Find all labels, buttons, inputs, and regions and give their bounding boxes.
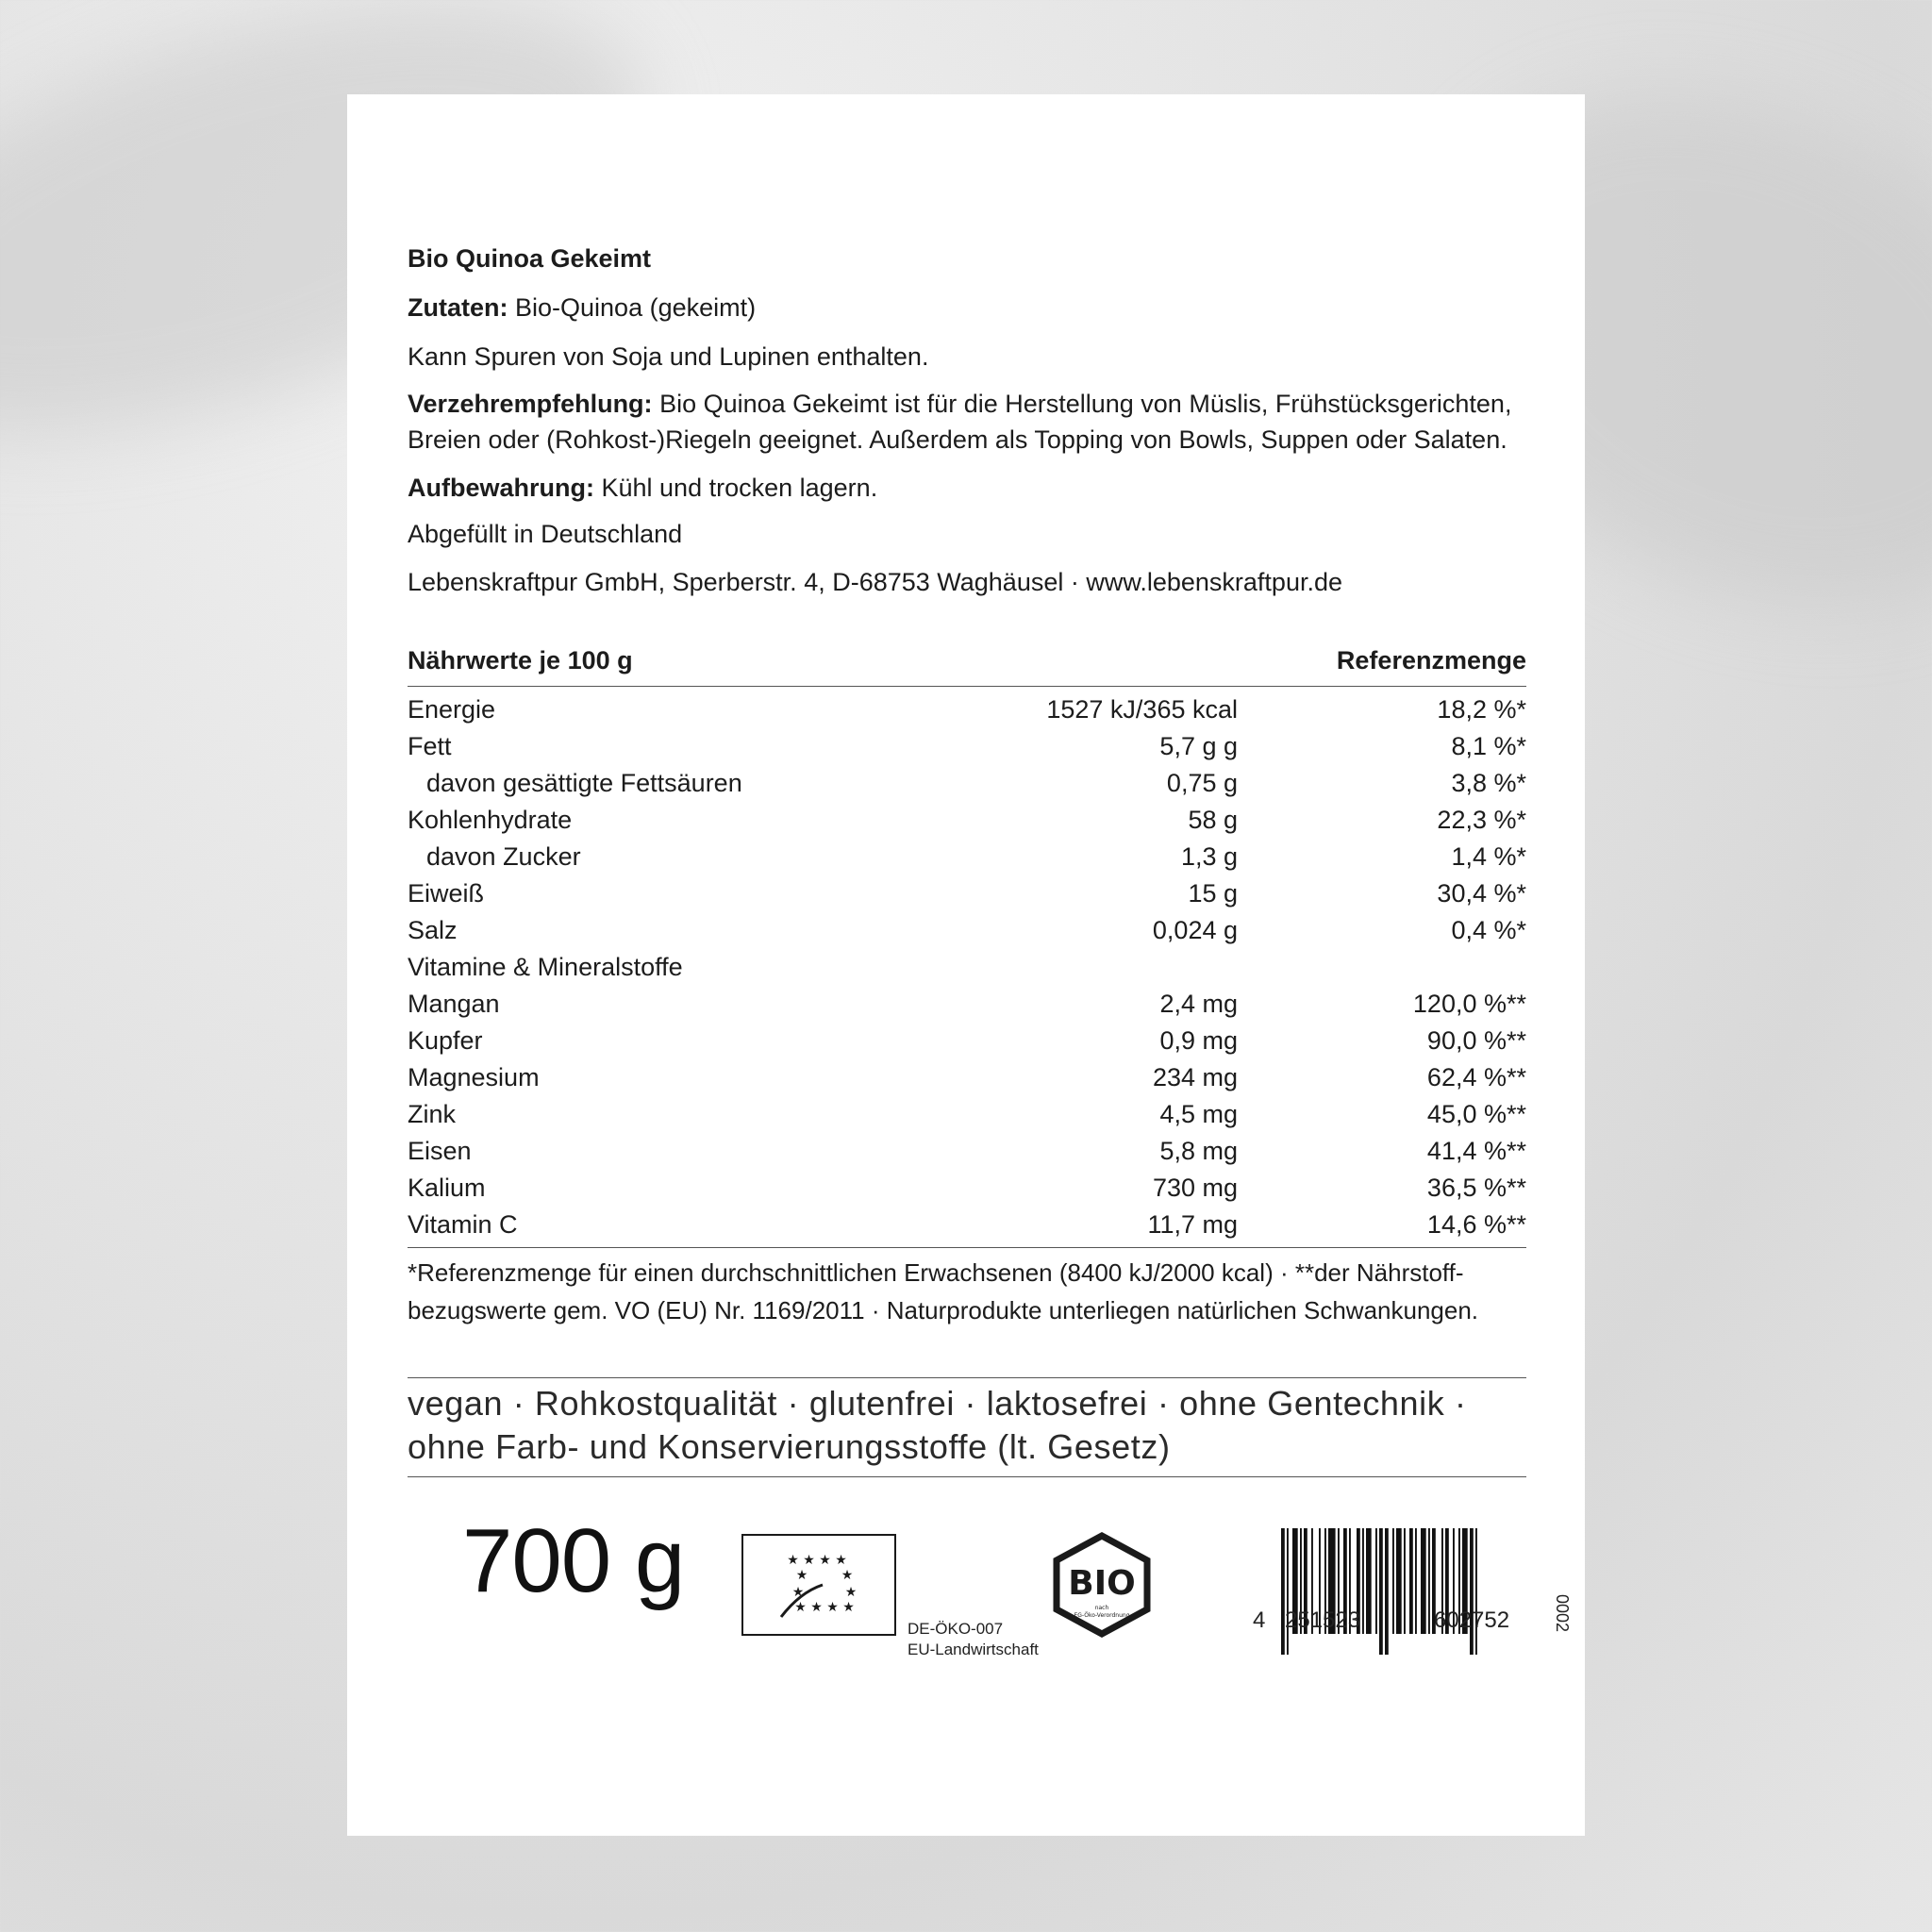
nutrient-name: Kupfer bbox=[408, 1026, 483, 1055]
nutrient-reference: 36,5 %** bbox=[1426, 1174, 1526, 1202]
nutrition-row bbox=[408, 1023, 1526, 1059]
ean-barcode bbox=[1275, 1528, 1596, 1660]
barcode-digit-group: 602752 bbox=[1434, 1607, 1510, 1633]
nutrition-row bbox=[408, 728, 1526, 765]
nutrient-value: 11,7 mg bbox=[1147, 1210, 1238, 1239]
svg-text:★: ★ bbox=[841, 1568, 854, 1583]
svg-text:★: ★ bbox=[791, 1585, 805, 1600]
nutrition-row bbox=[408, 949, 1526, 986]
barcode-bar bbox=[1428, 1528, 1430, 1634]
nutrient-value: 1527 kJ/365 kcal bbox=[1046, 695, 1238, 724]
claims-line: ohne Farb- und Konservierungsstoffe (lt. Gesetz) bbox=[408, 1427, 1171, 1466]
nutrient-reference: 45,0 %** bbox=[1426, 1100, 1526, 1128]
nutrition-row bbox=[408, 1059, 1526, 1096]
nutrient-name: davon gesättigte Fettsäuren bbox=[426, 769, 742, 797]
nutrient-reference: 90,0 %** bbox=[1426, 1026, 1526, 1055]
eu-organic-leaf-logo bbox=[741, 1534, 896, 1636]
nutrient-name: Mangan bbox=[408, 990, 500, 1018]
ingredients-label: Zutaten: bbox=[408, 293, 508, 322]
nutrient-value: 1,3 g bbox=[1180, 842, 1238, 871]
nutrition-row bbox=[408, 986, 1526, 1023]
eu-leaf-stars-icon bbox=[743, 1536, 894, 1634]
nutrient-reference: 0,4 %* bbox=[1451, 916, 1526, 944]
barcode-bar bbox=[1362, 1528, 1364, 1634]
nutrient-name: Kalium bbox=[408, 1174, 486, 1202]
eu-organic-code bbox=[908, 1619, 1039, 1660]
usage-label: Verzehrempfehlung: bbox=[408, 390, 653, 418]
svg-text:★ ★ ★ ★: ★ ★ ★ ★ bbox=[787, 1553, 847, 1568]
nutrient-reference: 14,6 %** bbox=[1426, 1210, 1526, 1239]
nutrient-value: 5,8 mg bbox=[1159, 1137, 1238, 1165]
nutrient-reference: 3,8 %* bbox=[1451, 769, 1526, 797]
nutrient-reference: 1,4 %* bbox=[1451, 842, 1526, 871]
nutrient-name: Salz bbox=[408, 916, 458, 944]
barcode-bar bbox=[1392, 1528, 1394, 1634]
control-body-code: DE-ÖKO-007 bbox=[908, 1620, 1004, 1638]
barcode-bar bbox=[1470, 1528, 1474, 1655]
nutrient-reference: 8,1 %* bbox=[1451, 732, 1526, 760]
nutrient-reference: 22,3 %* bbox=[1437, 806, 1526, 834]
origin-text: Abgefüllt in Deutschland bbox=[408, 520, 683, 548]
bio-hexagon-icon bbox=[1049, 1532, 1155, 1638]
nutrition-row bbox=[408, 875, 1526, 912]
nutrient-value: 4,5 mg bbox=[1159, 1100, 1238, 1128]
nutrient-reference: 120,0 %** bbox=[1412, 990, 1526, 1018]
nutrition-header bbox=[408, 646, 1526, 687]
storage-label: Aufbewahrung: bbox=[408, 474, 594, 502]
storage-text: Kühl und trocken lagern. bbox=[601, 474, 878, 502]
nutrition-header-label: Nährwerte je 100 g bbox=[408, 646, 633, 675]
nutrient-name: Magnesium bbox=[408, 1063, 540, 1091]
nutrient-name: Vitamine & Mineralstoffe bbox=[408, 953, 683, 981]
barcode-bar bbox=[1409, 1528, 1413, 1634]
nutrient-reference: 41,4 %** bbox=[1426, 1137, 1526, 1165]
nutrient-value: 0,024 g bbox=[1152, 916, 1238, 944]
footnote-line: bezugswerte gem. VO (EU) Nr. 1169/2011 · Naturprodukte unterliegen natürlichen Schwankungen. bbox=[408, 1296, 1479, 1324]
nutrition-footnote bbox=[408, 1247, 1526, 1329]
nutrition-row bbox=[408, 1170, 1526, 1207]
nutrient-reference: 18,2 %* bbox=[1437, 695, 1526, 724]
company-address: Lebenskraftpur GmbH, Sperberstr. 4, D-68753 Waghäusel · www.lebenskraftpur.de bbox=[408, 568, 1342, 596]
allergen-note: Kann Spuren von Soja und Lupinen enthalten. bbox=[408, 342, 929, 371]
barcode-bar bbox=[1404, 1528, 1406, 1634]
nutrient-name: Eisen bbox=[408, 1137, 472, 1165]
net-weight: 700 g bbox=[462, 1510, 685, 1611]
barcode-bar bbox=[1366, 1528, 1372, 1634]
nutrition-row bbox=[408, 802, 1526, 839]
nutrient-name: Vitamin C bbox=[408, 1210, 518, 1239]
barcode-bar bbox=[1415, 1528, 1417, 1634]
usage-text: Bio Quinoa Gekeimt ist für die Herstellung von Müslis, Frühstücksgerichten, Breien oder (Rohkost-)Riegeln geeignet. Außerdem als Topping von Bowls, Suppen oder Salaten. bbox=[408, 390, 1512, 454]
nutrition-row bbox=[408, 839, 1526, 875]
nutrient-name: Zink bbox=[408, 1100, 457, 1128]
storage-line bbox=[408, 470, 877, 506]
nutrient-value: 0,9 mg bbox=[1159, 1026, 1238, 1055]
agriculture-origin: EU-Landwirtschaft bbox=[908, 1641, 1039, 1658]
bio-seal-logo bbox=[1049, 1532, 1155, 1638]
footnote-line: *Referenzmenge für einen durchschnittlichen Erwachsenen (8400 kJ/2000 kcal) · **der Nährstoff- bbox=[408, 1258, 1464, 1287]
product-claims bbox=[408, 1377, 1526, 1477]
nutrient-name: Fett bbox=[408, 732, 452, 760]
barcode-bar bbox=[1396, 1528, 1402, 1634]
claims-line: vegan · Rohkostqualität · glutenfrei · laktosefrei · ohne Gentechnik · bbox=[408, 1384, 1467, 1423]
nutrition-header-reference: Referenzmenge bbox=[1336, 646, 1526, 675]
barcode-bar bbox=[1475, 1528, 1477, 1655]
nutrient-name: davon Zucker bbox=[426, 842, 581, 871]
nutrient-reference: 30,4 %* bbox=[1437, 879, 1526, 908]
svg-text:★: ★ bbox=[795, 1568, 808, 1583]
nutrition-row bbox=[408, 1096, 1526, 1133]
barcode-bar bbox=[1385, 1528, 1389, 1655]
ingredients-line bbox=[408, 290, 756, 325]
svg-text:★ ★ ★ ★: ★ ★ ★ ★ bbox=[794, 1600, 855, 1615]
barcode-bar bbox=[1375, 1528, 1377, 1634]
bio-seal-text: BIO bbox=[1068, 1564, 1136, 1603]
barcode-side-number: 0002 bbox=[1553, 1594, 1572, 1633]
nutrition-row bbox=[408, 912, 1526, 949]
nutrition-row bbox=[408, 691, 1526, 728]
bio-seal-subtext: nach bbox=[1094, 1605, 1109, 1611]
barcode-digit-group: 251523 bbox=[1285, 1607, 1361, 1633]
barcode-bar bbox=[1287, 1528, 1289, 1655]
bio-seal-subtext: EG-Öko-Verordnung bbox=[1074, 1612, 1130, 1619]
ingredients-value: Bio-Quinoa (gekeimt) bbox=[515, 293, 757, 322]
nutrient-value: 0,75 g bbox=[1166, 769, 1238, 797]
nutrient-value: 5,7 g g bbox=[1159, 732, 1238, 760]
nutrition-row bbox=[408, 1207, 1526, 1243]
barcode-bar bbox=[1421, 1528, 1426, 1634]
nutrition-row bbox=[408, 765, 1526, 802]
nutrient-value: 234 mg bbox=[1152, 1063, 1238, 1091]
nutrient-name: Kohlenhydrate bbox=[408, 806, 573, 834]
svg-text:★: ★ bbox=[844, 1585, 858, 1600]
barcode-bar bbox=[1281, 1528, 1285, 1655]
product-label bbox=[347, 94, 1585, 1836]
usage-recommendation bbox=[408, 386, 1526, 458]
product-title: Bio Quinoa Gekeimt bbox=[408, 244, 652, 273]
nutrient-name: Energie bbox=[408, 695, 496, 724]
nutrition-row bbox=[408, 1133, 1526, 1170]
barcode-bar bbox=[1379, 1528, 1383, 1655]
barcode-digit: 4 bbox=[1253, 1607, 1266, 1633]
nutrient-value: 2,4 mg bbox=[1159, 990, 1238, 1018]
nutrient-reference: 62,4 %** bbox=[1426, 1063, 1526, 1091]
nutrient-value: 730 mg bbox=[1152, 1174, 1238, 1202]
nutrient-name: Eiweiß bbox=[408, 879, 485, 908]
nutrient-value: 15 g bbox=[1188, 879, 1238, 908]
nutrient-value: 58 g bbox=[1188, 806, 1238, 834]
